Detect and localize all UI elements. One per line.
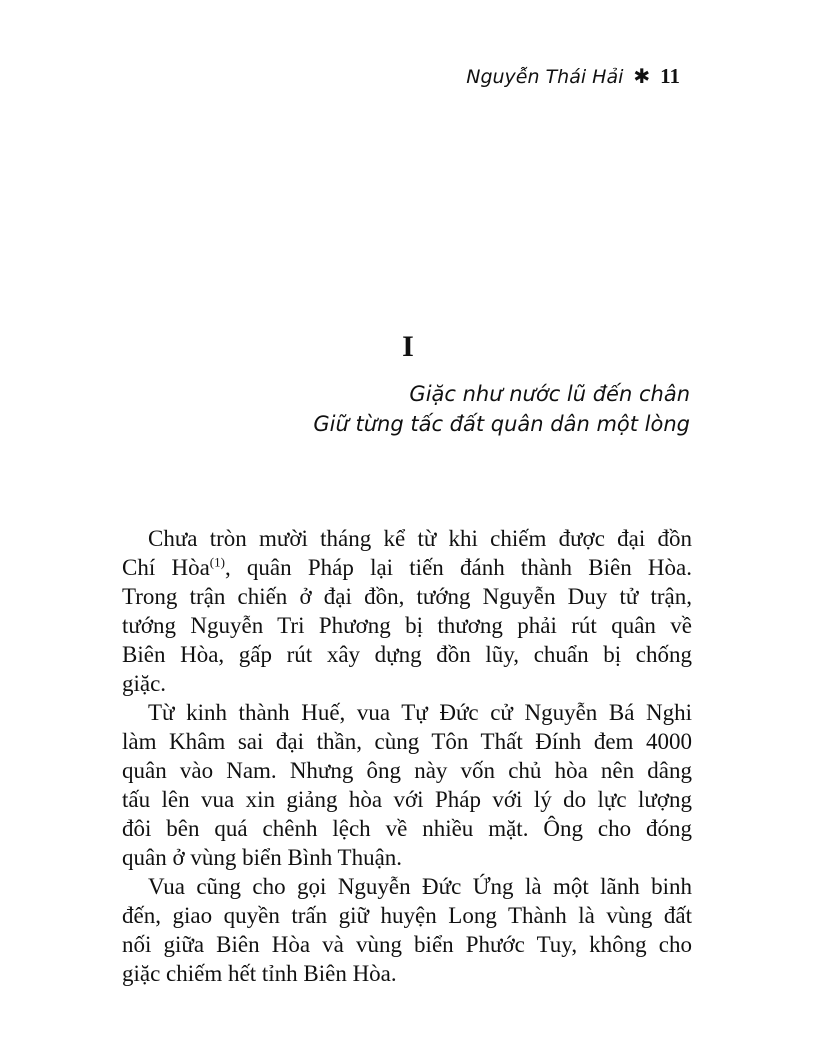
- running-header: [466, 64, 680, 89]
- text-span: Chí Hòa: [122, 555, 210, 580]
- text-line: Vua cũng cho gọi Nguyễn Đức Ứng là một lãnh binh: [148, 874, 692, 899]
- text-line: quân ở vùng biển Bình Thuận.: [122, 845, 403, 870]
- paragraph-2: [122, 698, 692, 872]
- paragraph-3: [122, 872, 692, 988]
- chapter-numeral: I: [402, 330, 414, 363]
- header-author: Nguyễn Thái Hải: [466, 66, 624, 88]
- text-line: Trong trận chiến ở đại đồn, tướng Nguyễn Duy tử trận,: [122, 584, 692, 609]
- text-line: quân vào Nam. Nhưng ông này vốn chủ hòa nên dâng: [122, 758, 692, 783]
- text-line: nối giữa Biên Hòa và vùng biển Phước Tuy, không cho: [122, 932, 692, 957]
- text-line: Biên Hòa, gấp rút xây dựng đồn lũy, chuẩn bị chống: [122, 642, 692, 667]
- text-line: Từ kinh thành Huế, vua Tự Đức cử Nguyễn Bá Nghi: [148, 700, 692, 725]
- epigraph-line-1: Giặc như nước lũ đến chân: [409, 382, 690, 406]
- text-line: [122, 553, 692, 582]
- text-span: , quân Pháp lại tiến đánh thành Biên Hòa.: [224, 555, 692, 580]
- text-line: giặc chiếm hết tỉnh Biên Hòa.: [122, 961, 397, 986]
- body-text: [122, 524, 692, 988]
- text-line: Chưa tròn mười tháng kể từ khi chiếm được đại đồn: [148, 526, 692, 551]
- text-line: giặc.: [122, 671, 167, 696]
- footnote-ref: (1): [209, 554, 225, 570]
- page-number: 11: [660, 64, 680, 88]
- epigraph-line-2: Giữ từng tấc đất quân dân một lòng: [313, 412, 690, 436]
- paragraph-1: [122, 524, 692, 698]
- text-line: đôi bên quá chênh lệch về nhiều mặt. Ông cho đóng: [122, 816, 692, 841]
- text-line: đến, giao quyền trấn giữ huyện Long Thành là vùng đất: [122, 903, 692, 928]
- text-line: tấu lên vua xin giảng hòa với Pháp với lý do lực lượng: [122, 787, 692, 812]
- header-separator: ✱: [633, 64, 651, 88]
- text-line: làm Khâm sai đại thần, cùng Tôn Thất Đính đem 4000: [122, 729, 692, 754]
- text-line: tướng Nguyễn Tri Phương bị thương phải rút quân về: [122, 613, 692, 638]
